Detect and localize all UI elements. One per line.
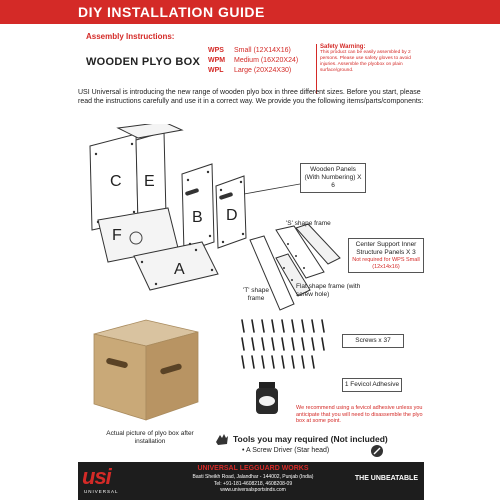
panel-letter: E [144,173,155,190]
usi-logo: usi [82,464,111,489]
t-frame-label: 'T' shape frame [243,287,269,302]
intro-paragraph: USI Universal is introducing the new range of wooden plyo box in three different sizes. Before you start, please read the instructions carefully and use it in a correct way. We provide you the following items/parts/components: [78,89,424,106]
panel-b [182,164,214,252]
wooden-panels-label: Wooden Panels (With Numbering) X 6 [300,163,366,193]
size-code: WPL [208,67,224,74]
company-address [168,474,338,494]
safety-body: This product can be easily assembled by 2 persons. Please use safety gloves to avoid injuries. Assemble the plyobox on plain surface/ground. [320,50,411,73]
actual-picture-caption: Actual picture of plyo box after installation [106,430,194,445]
screws-label: Screws x 37 [342,334,404,348]
size-list [208,46,312,76]
phone-line: Tel: +91-181-4608218, 4608208-09 [213,480,293,487]
fevicol-bottle-icon [254,380,280,416]
size-code: WPM [208,57,226,64]
tools-title: Tools you may required (Not included) [233,434,388,444]
flat-frame-label: Flat shape frame (with screw hole) [296,283,361,298]
panel-letter: C [110,173,122,190]
size-desc: Medium (16X20X24) [234,57,299,64]
not-required-note: Not required for WPS Small (12x14x16) [352,257,420,270]
safety-warning [316,44,422,94]
page-title: DIY INSTALLATION GUIDE [78,4,265,20]
size-code: WPS [208,47,224,54]
fevicol-label: 1 Fevicol Adhesive [342,378,402,392]
size-row [208,66,312,76]
plyo-box-photo [86,310,206,428]
panel-letter: F [112,227,122,244]
safety-heading: Safety Warning: [320,44,366,50]
screwdriver-icon [370,444,384,458]
footer [78,462,424,500]
fevicol-note: We recommend using a fevicol adhesive unless you anticipate that you will need to disassemble the plyo box at some point. [296,405,423,424]
tools-item-text: A Screw Driver (Star head) [246,447,330,454]
size-desc: Small (12X14X16) [234,47,291,54]
panel-letter: A [174,261,185,278]
size-desc: Large (20X24X30) [234,67,292,74]
s-frame-label: 'S' shape frame [286,220,331,227]
tools-item: • A Screw Driver (Star head) [242,447,330,454]
assembly-heading: Assembly Instructions: [86,32,175,41]
screws-illustration [236,316,332,374]
size-row [208,46,312,56]
header-bar [0,0,500,24]
brand-tagline: THE UNBEATABLE [354,475,418,482]
usi-logo-sub: UNIVERSAL [84,489,119,494]
website-link[interactable]: www.universalsportsinds.com [220,487,286,494]
address-line: Basti Sheikh Road, Jalandhar - 144002, Punjab (India) [192,474,314,480]
size-row [208,56,312,66]
product-title: WOODEN PLYO BOX [86,56,201,68]
center-support-text: Center Support Inner Structure Panels X 3 [355,241,417,256]
panel-letter: D [226,207,238,224]
gloves-hand-icon [214,432,230,446]
panel-letter: B [192,209,203,226]
center-support-label [348,238,424,273]
company-name: UNIVERSAL LEGGUARD WORKS [197,465,309,472]
